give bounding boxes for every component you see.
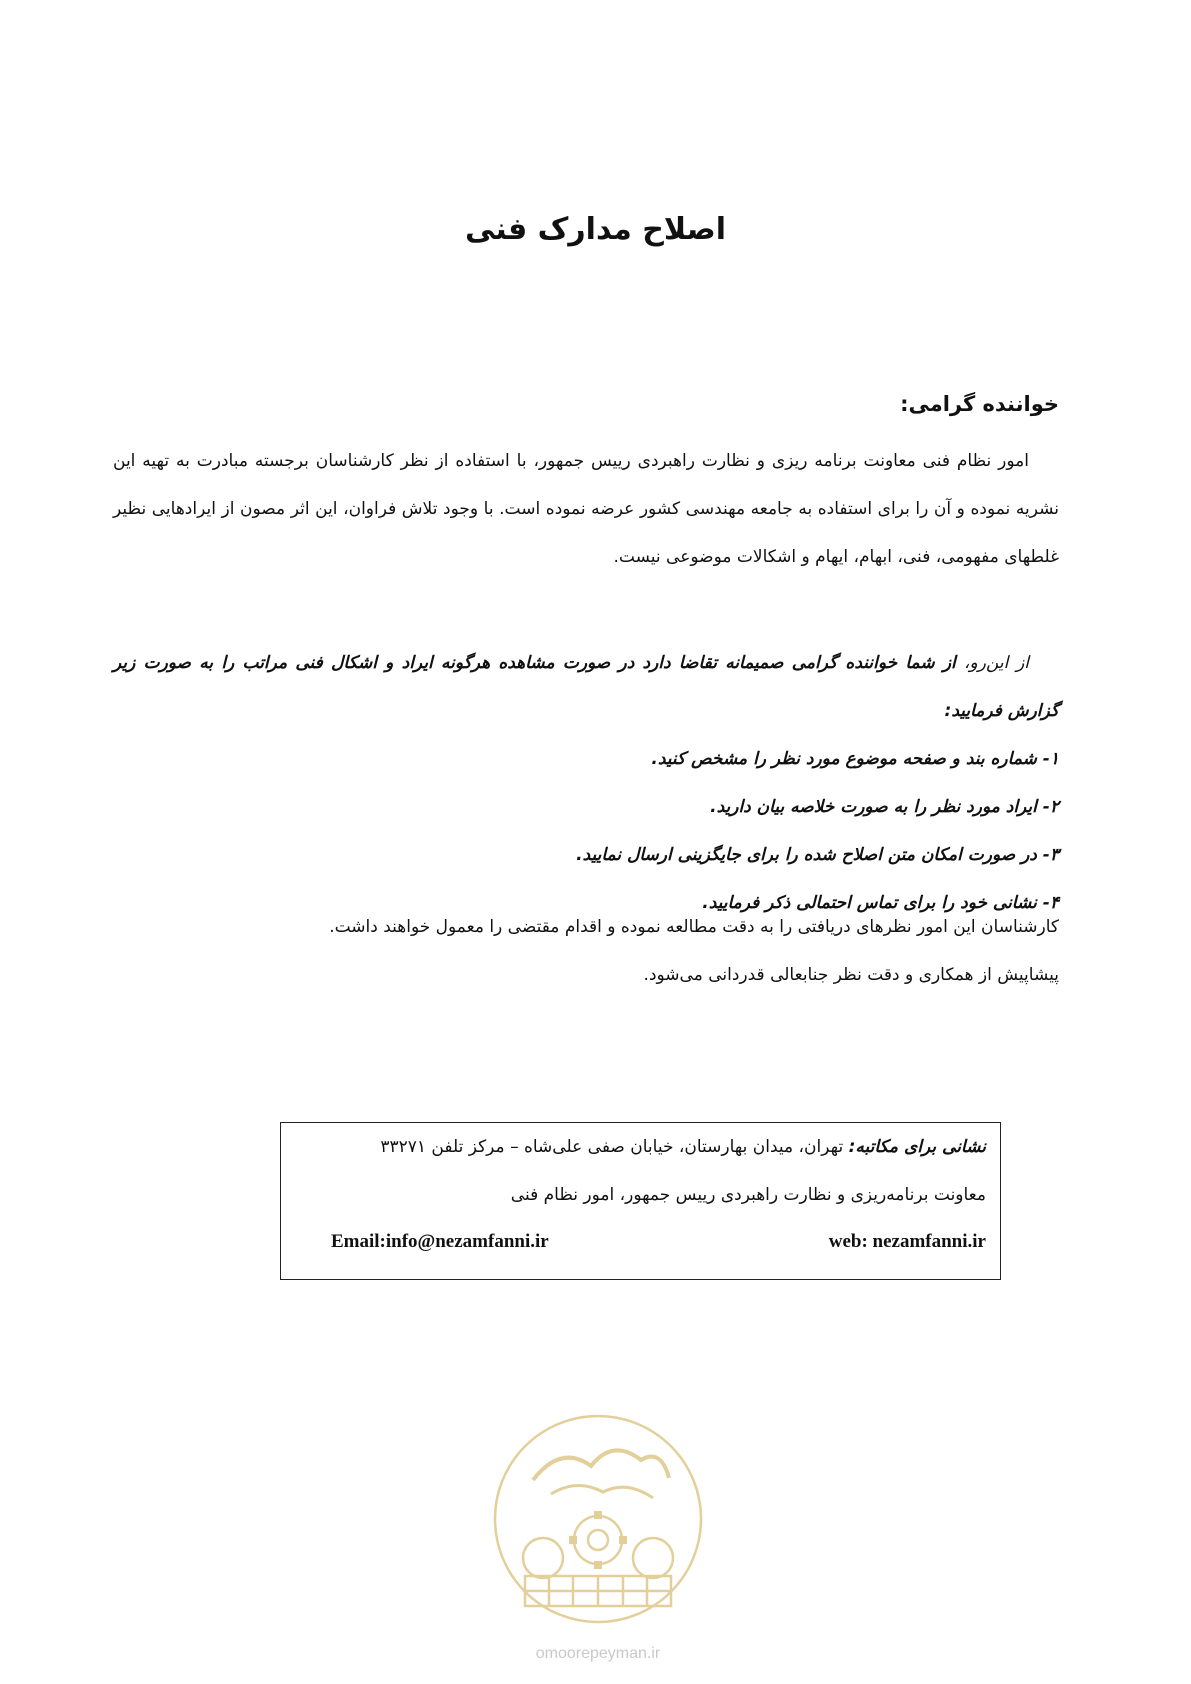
intro-paragraph: [113, 437, 1059, 581]
request-text: از شما خواننده گرامی صمیمانه تقاضا دارد در صورت مشاهده هرگونه ایراد و اشکال فنی مراتب را به صورت زیر گزارش فرمایید:: [113, 653, 1059, 721]
closing-section: [329, 903, 1059, 999]
intro-paragraph-text: امور نظام فنی معاونت برنامه ریزی و نظارت راهبردی رییس جمهور، با استفاده از نظر کارشناسان برجسته مبادرت به تهیه این نشریه نموده و آن را برای استفاده به جامعه مهندسی کشور عرضه نموده است. با وجود تلاش فراوان، این اثر مصون از ایرادهایی نظیر غلطهای مفهومی، فنی، ابهام، ایهام و اشکالات موضوعی نیست.: [113, 451, 1059, 567]
salutation-heading: خواننده گرامی:: [900, 392, 1059, 416]
contact-address: تهران، میدان بهارستان، خیابان صفی علی‌شاه – مرکز تلفن ۳۳۲۷۱: [380, 1137, 844, 1157]
gear-seal-watermark-icon: [481, 1408, 715, 1668]
request-lead: از این‌رو،: [964, 653, 1030, 673]
page-title: اصلاح مدارک فنی: [465, 212, 726, 247]
contact-organization: معاونت برنامه‌ریزی و نظارت راهبردی رییس جمهور، امور نظام فنی: [510, 1185, 986, 1205]
contact-email: Email:info@nezamfanni.ir: [331, 1231, 549, 1252]
contact-box: [280, 1122, 1001, 1280]
contact-web: web: nezamfanni.ir: [828, 1231, 986, 1252]
closing-line: پیشاپیش از همکاری و دقت نظر جنابعالی قدردانی می‌شود.: [643, 965, 1059, 985]
contact-label: نشانی برای مکاتبه:: [848, 1137, 986, 1157]
list-item: ۳- در صورت امکان متن اصلاح شده را برای جایگزینی ارسال نمایید.: [576, 845, 1059, 865]
closing-line: کارشناسان این امور نظرهای دریافتی را به دقت مطالعه نموده و اقدام مقتضی را معمول خواهند داشت.: [329, 917, 1059, 937]
report-instructions-list: [576, 735, 1059, 927]
list-item: ۲- ایراد مورد نظر را به صورت خلاصه بیان دارید.: [710, 797, 1059, 817]
watermark-site: omoorepeyman.ir: [535, 1645, 661, 1662]
list-item: ۱- شماره بند و صفحه موضوع مورد نظر را مشخص کنید.: [651, 749, 1059, 769]
contact-address-line: [380, 1137, 986, 1157]
request-paragraph: [113, 639, 1059, 735]
list-item: ۴- نشانی خود را برای تماس احتمالی ذکر فرمایید.: [702, 893, 1059, 913]
